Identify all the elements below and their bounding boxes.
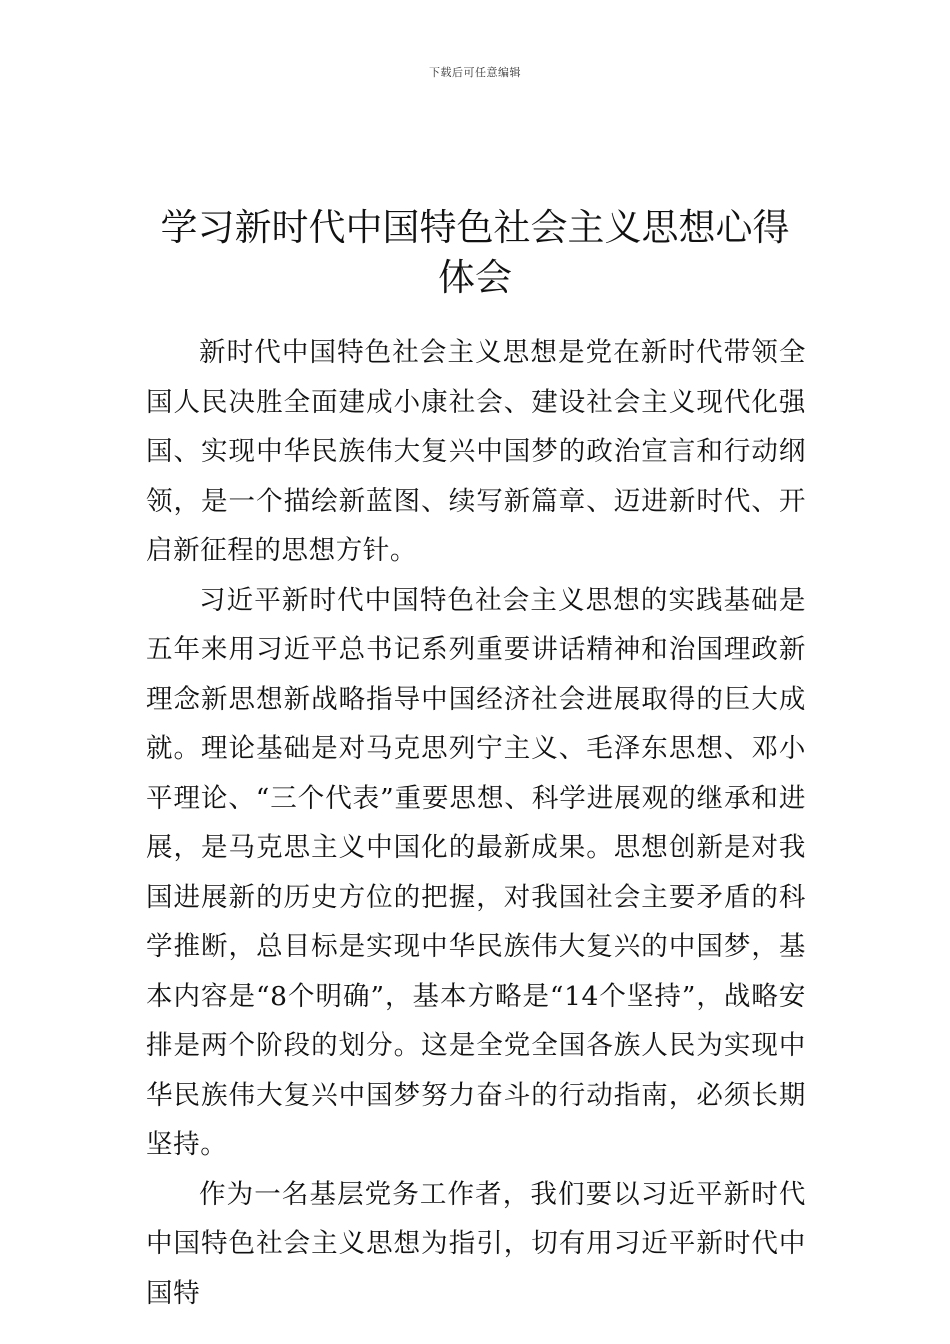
paragraph-1: 新时代中国特色社会主义思想是党在新时代带领全国人民决胜全面建成小康社会、建设社会主义现代化强国、实现中华民族伟大复兴中国梦的政治宣言和行动纲领，是一个描绘新蓝图、续写新篇章、迈进新时代、开启新征程的思想方针。: [146, 337, 806, 566]
paragraph-2: 习近平新时代中国特色社会主义思想的实践基础是五年来用习近平总书记系列重要讲话精神和治国理政新理念新思想新战略指导中国经济社会进展取得的巨大成就。理论基础是对马克思列宁主义、毛泽东思想、邓小平理论、“三个代表”重要思想、科学进展观的继承和进展，是马克思主义中国化的最新成果。思想创新是对我国进展新的历史方位的把握，对我国社会主要矛盾的科学推断，总目标是实现中华民族伟大复兴的中国梦，基本内容是“8个明确”，基本方略是“14个坚持”，战略安排是两个阶段的划分。这是全党全国各族人民为实现中华民族伟大复兴中国梦努力奋斗的行动指南，必须长期坚持。: [146, 584, 806, 1160]
document-title: 学习新时代中国特色社会主义思想心得体会: [160, 205, 790, 299]
document-body: [146, 328, 806, 1318]
download-note: 下载后可任意编辑: [429, 66, 521, 79]
paragraph-3: 作为一名基层党务工作者，我们要以习近平新时代中国特色社会主义思想为指引，切有用习近平新时代中国特: [146, 1178, 806, 1309]
